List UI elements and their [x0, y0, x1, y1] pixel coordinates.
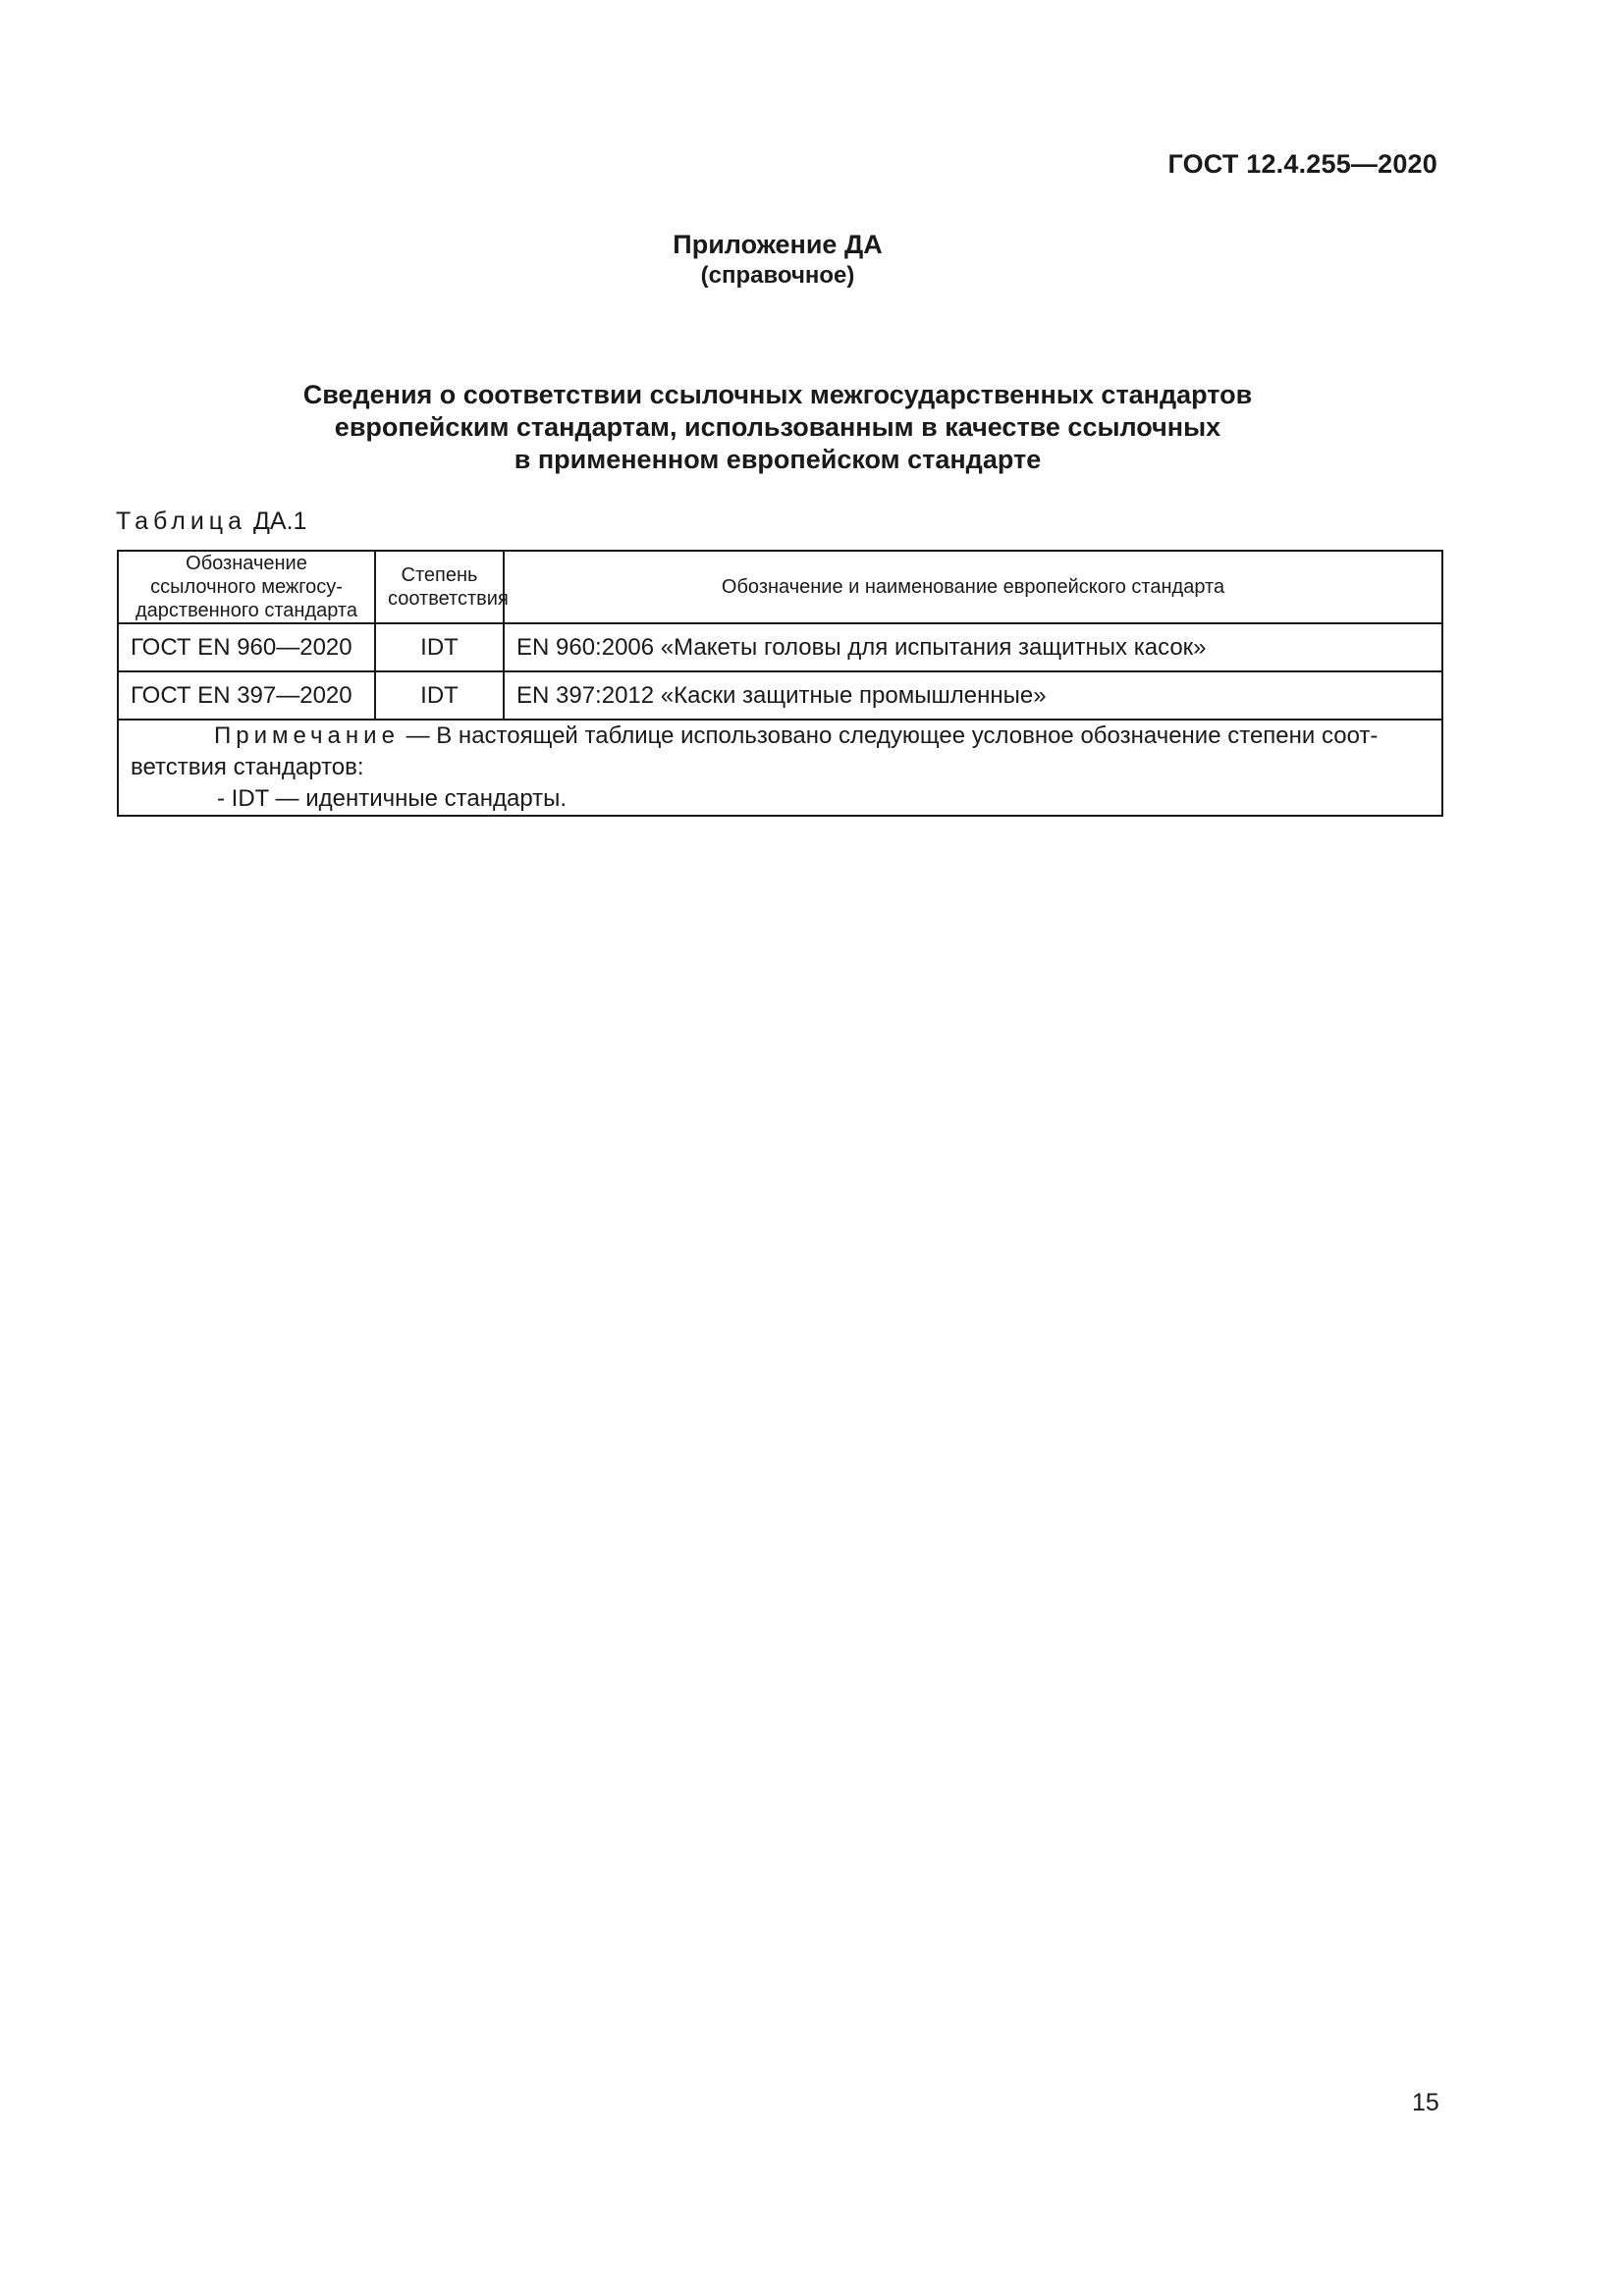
cell-interstate-standard: ГОСТ EN 960—2020 — [118, 623, 375, 671]
section-title-line: Сведения о соответствии ссылочных межгосударственных стандартов — [302, 380, 1253, 409]
table-header-row — [118, 551, 1442, 623]
appendix-subtitle: (справочное) — [700, 262, 855, 289]
header-interstate-standard: Обозначение ссылочного межгосу- дарственного стандарта — [118, 551, 375, 623]
table-row — [118, 671, 1442, 720]
section-title-line: в примененном европейском стандарте — [514, 445, 1042, 474]
note-text: — В настоящей таблице использовано следующее условное обозначение степени соот- — [399, 722, 1379, 749]
cell-degree: IDT — [375, 671, 504, 720]
header-european-standard: Обозначение и наименование европейского стандарта — [504, 551, 1442, 623]
table-row — [118, 623, 1442, 671]
document-code: ГОСТ 12.4.255—2020 — [1167, 149, 1437, 179]
header-degree-of-conformity: Степень соответствия — [375, 551, 504, 623]
reference-standards-table — [117, 550, 1443, 817]
cell-interstate-standard: ГОСТ EN 397—2020 — [118, 671, 375, 720]
section-title-line: европейским стандартам, использованным в качестве ссылочных — [334, 412, 1221, 442]
cell-european-standard: EN 397:2012 «Каски защитные промышленные» — [504, 671, 1442, 720]
table-caption-word: Таблица — [116, 507, 247, 535]
note-list-item: - IDT — идентичные стандарты. — [217, 785, 568, 812]
table-note — [118, 720, 1442, 816]
table-note-row — [118, 720, 1442, 816]
cell-european-standard: EN 960:2006 «Макеты головы для испытания защитных касок» — [504, 623, 1442, 671]
note-label: Примечание — [214, 722, 400, 749]
appendix-heading — [0, 228, 1555, 291]
note-text-continued: ветствия стандартов: — [131, 754, 364, 780]
cell-degree: IDT — [375, 623, 504, 671]
page-number: 15 — [1412, 2089, 1439, 2116]
section-title — [0, 379, 1555, 476]
table-caption-id: ДА.1 — [252, 507, 307, 535]
appendix-title: Приложение ДА — [673, 230, 883, 259]
table-caption — [116, 507, 306, 536]
